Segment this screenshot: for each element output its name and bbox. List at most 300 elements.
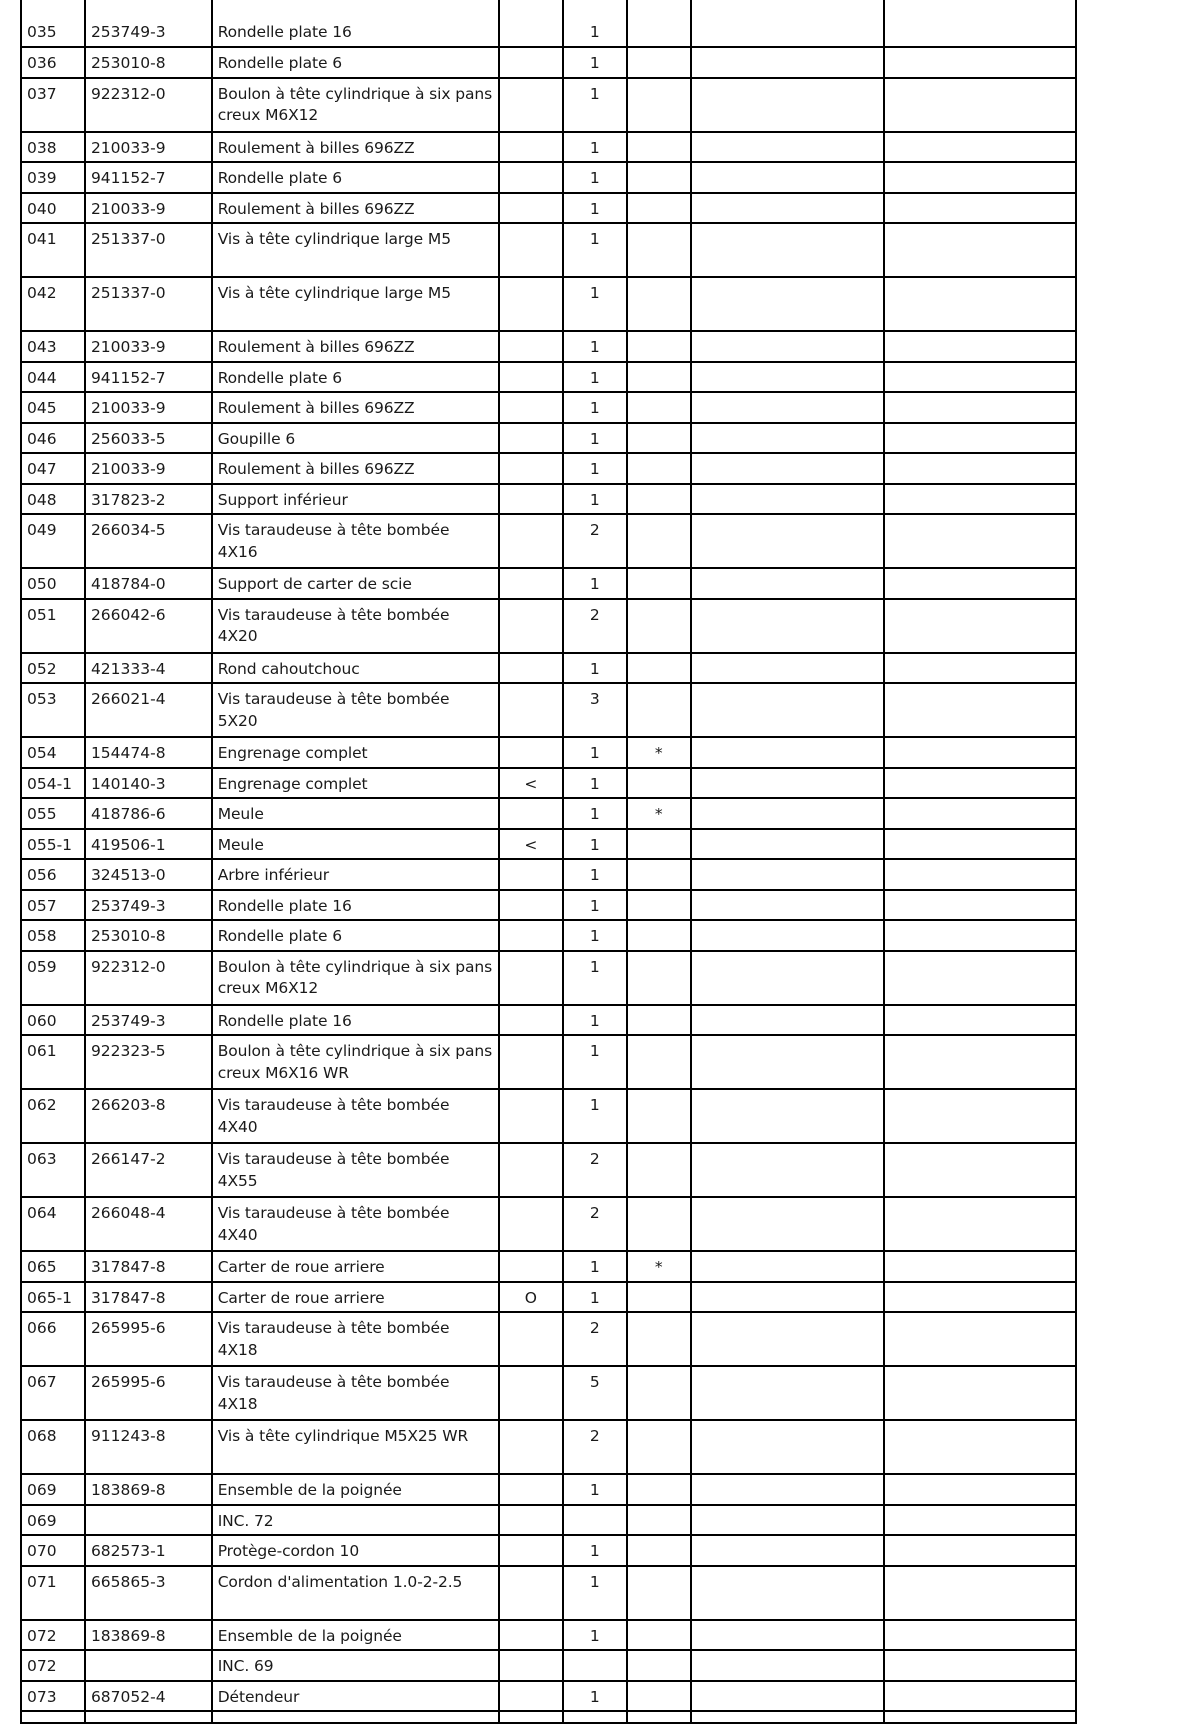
empty-cell	[884, 1566, 1076, 1620]
description-cell: Vis taraudeuse à tête bombée 4X18	[212, 1366, 500, 1420]
item-number-cell: 051	[21, 599, 85, 653]
empty-cell	[691, 453, 884, 484]
quantity-cell: 1	[563, 223, 627, 277]
part-number-cell: 317847-8	[85, 1251, 212, 1282]
empty-cell	[691, 162, 884, 193]
empty-cell	[884, 331, 1076, 362]
part-number-cell: 682573-1	[85, 1535, 212, 1566]
table-row	[21, 568, 1076, 599]
table-row	[21, 514, 1076, 568]
table-row	[21, 1197, 1076, 1251]
part-number-cell: 183869-8	[85, 1620, 212, 1651]
part-number-cell: 317823-2	[85, 484, 212, 515]
description-cell: Roulement à billes 696ZZ	[212, 132, 500, 163]
item-number-cell: 055-1	[21, 829, 85, 860]
part-number-cell: 266048-4	[85, 1197, 212, 1251]
table-row	[21, 1650, 1076, 1681]
quantity-cell: 1	[563, 951, 627, 1005]
parts-table-body	[21, 0, 1076, 1723]
empty-cell	[691, 1143, 884, 1197]
item-number-cell: 052	[21, 653, 85, 684]
item-number-cell: 042	[21, 277, 85, 331]
empty-cell	[691, 78, 884, 132]
change-mark-cell	[499, 1474, 563, 1505]
empty-cell	[691, 1366, 884, 1420]
empty-cell	[884, 423, 1076, 454]
description-cell: Vis taraudeuse à tête bombée 4X20	[212, 599, 500, 653]
table-row	[21, 362, 1076, 393]
table-row	[21, 0, 1076, 47]
change-mark-cell	[499, 683, 563, 737]
note-mark-cell	[627, 1035, 691, 1089]
item-number-cell: 041	[21, 223, 85, 277]
item-number-cell: 060	[21, 1005, 85, 1036]
quantity-cell: 1	[563, 1620, 627, 1651]
empty-cell	[691, 132, 884, 163]
empty-cell	[884, 768, 1076, 799]
item-number-cell: 069	[21, 1505, 85, 1536]
description-cell: Vis taraudeuse à tête bombée 4X40	[212, 1089, 500, 1143]
change-mark-cell	[499, 162, 563, 193]
change-mark-cell	[499, 453, 563, 484]
item-number-cell: 059	[21, 951, 85, 1005]
empty-cell	[884, 484, 1076, 515]
description-cell: INC. 69	[212, 1650, 500, 1681]
item-number-cell: 038	[21, 132, 85, 163]
description-cell: Boulon à tête cylindrique à six pans creux M6X12	[212, 951, 500, 1005]
empty-cell	[884, 1535, 1076, 1566]
quantity-cell: 3	[563, 683, 627, 737]
note-mark-cell	[627, 514, 691, 568]
quantity-cell: 1	[563, 47, 627, 78]
item-number-cell: 047	[21, 453, 85, 484]
empty-cell	[691, 1711, 884, 1723]
note-mark-cell	[627, 1535, 691, 1566]
empty-cell	[691, 331, 884, 362]
item-number-cell: 037	[21, 78, 85, 132]
part-number-cell	[85, 1505, 212, 1536]
note-mark-cell	[627, 223, 691, 277]
empty-cell	[884, 1282, 1076, 1313]
part-number-cell: 324513-0	[85, 859, 212, 890]
note-mark-cell	[627, 392, 691, 423]
table-row	[21, 223, 1076, 277]
empty-cell	[691, 1005, 884, 1036]
description-cell: Rondelle plate 16	[212, 1005, 500, 1036]
change-mark-cell	[499, 1143, 563, 1197]
note-mark-cell	[627, 331, 691, 362]
item-number-cell: 054	[21, 737, 85, 768]
description-cell: Vis taraudeuse à tête bombée 4X16	[212, 514, 500, 568]
table-row	[21, 193, 1076, 224]
empty-cell	[691, 392, 884, 423]
empty-cell	[691, 599, 884, 653]
note-mark-cell	[627, 1681, 691, 1712]
note-mark-cell	[627, 829, 691, 860]
empty-cell	[691, 514, 884, 568]
quantity-cell: 1	[563, 0, 627, 47]
note-mark-cell	[627, 423, 691, 454]
change-mark-cell	[499, 514, 563, 568]
table-row	[21, 768, 1076, 799]
part-number-cell: 265995-6	[85, 1312, 212, 1366]
part-number-cell: 140140-3	[85, 768, 212, 799]
table-row	[21, 1420, 1076, 1474]
part-number-cell: 253749-3	[85, 1005, 212, 1036]
description-cell: Cordon d'alimentation 1.0-2-2.5	[212, 1566, 500, 1620]
empty-cell	[691, 653, 884, 684]
description-cell: Support de carter de scie	[212, 568, 500, 599]
note-mark-cell	[627, 453, 691, 484]
part-number-cell: 210033-9	[85, 453, 212, 484]
part-number-cell: 911243-8	[85, 1420, 212, 1474]
note-mark-cell	[627, 1312, 691, 1366]
quantity-cell: 1	[563, 568, 627, 599]
description-cell: Détendeur	[212, 1681, 500, 1712]
quantity-cell: 1	[563, 1474, 627, 1505]
empty-cell	[884, 1505, 1076, 1536]
note-mark-cell	[627, 1420, 691, 1474]
note-mark-cell	[627, 362, 691, 393]
empty-cell	[884, 951, 1076, 1005]
change-mark-cell	[499, 859, 563, 890]
empty-cell	[691, 568, 884, 599]
change-mark-cell	[499, 423, 563, 454]
part-number-cell: 922312-0	[85, 78, 212, 132]
description-cell: Rond cahoutchouc	[212, 653, 500, 684]
empty-cell	[884, 683, 1076, 737]
change-mark-cell	[499, 1420, 563, 1474]
table-row	[21, 683, 1076, 737]
quantity-cell: 1	[563, 859, 627, 890]
empty-cell	[691, 1474, 884, 1505]
table-row	[21, 453, 1076, 484]
quantity-cell: 1	[563, 1251, 627, 1282]
quantity-cell: 2	[563, 599, 627, 653]
quantity-cell: 1	[563, 1566, 627, 1620]
quantity-cell: 1	[563, 193, 627, 224]
part-number-cell: 210033-9	[85, 392, 212, 423]
empty-cell	[884, 1681, 1076, 1712]
part-number-cell: 922312-0	[85, 951, 212, 1005]
change-mark-cell	[499, 1366, 563, 1420]
table-row	[21, 1566, 1076, 1620]
description-cell: Boulon à tête cylindrique à six pans creux M6X16 WR	[212, 1035, 500, 1089]
part-number-cell: 941152-7	[85, 362, 212, 393]
part-number-cell: 421333-4	[85, 653, 212, 684]
quantity-cell: 1	[563, 132, 627, 163]
quantity-cell: 1	[563, 453, 627, 484]
change-mark-cell	[499, 331, 563, 362]
note-mark-cell	[627, 599, 691, 653]
empty-cell	[691, 1620, 884, 1651]
description-cell: Boulon à tête cylindrique à six pans creux M6X12	[212, 78, 500, 132]
item-number-cell: 040	[21, 193, 85, 224]
part-number-cell: 266147-2	[85, 1143, 212, 1197]
empty-cell	[884, 514, 1076, 568]
description-cell: Engrenage complet	[212, 768, 500, 799]
empty-cell	[884, 1005, 1076, 1036]
table-row	[21, 331, 1076, 362]
note-mark-cell	[627, 1505, 691, 1536]
description-cell: Roulement à billes 696ZZ	[212, 193, 500, 224]
change-mark-cell: <	[499, 829, 563, 860]
description-cell: Vis taraudeuse à tête bombée 4X40	[212, 1197, 500, 1251]
empty-cell	[884, 1089, 1076, 1143]
note-mark-cell	[627, 859, 691, 890]
note-mark-cell	[627, 1566, 691, 1620]
quantity-cell: 2	[563, 1143, 627, 1197]
change-mark-cell	[499, 0, 563, 47]
part-number-cell: 253749-3	[85, 890, 212, 921]
empty-cell	[627, 1711, 691, 1723]
empty-cell	[884, 599, 1076, 653]
part-number-cell: 210033-9	[85, 331, 212, 362]
description-cell: Rondelle plate 16	[212, 890, 500, 921]
empty-cell	[691, 920, 884, 951]
item-number-cell: 067	[21, 1366, 85, 1420]
description-cell: Protège-cordon 10	[212, 1535, 500, 1566]
empty-cell	[884, 1366, 1076, 1420]
item-number-cell: 063	[21, 1143, 85, 1197]
item-number-cell: 069	[21, 1474, 85, 1505]
description-cell: Roulement à billes 696ZZ	[212, 331, 500, 362]
part-number-cell: 253010-8	[85, 47, 212, 78]
item-number-cell: 062	[21, 1089, 85, 1143]
item-number-cell: 045	[21, 392, 85, 423]
part-number-cell: 183869-8	[85, 1474, 212, 1505]
description-cell: Vis à tête cylindrique M5X25 WR	[212, 1420, 500, 1474]
item-number-cell: 065-1	[21, 1282, 85, 1313]
table-row	[21, 1366, 1076, 1420]
item-number-cell: 039	[21, 162, 85, 193]
empty-cell	[884, 1035, 1076, 1089]
change-mark-cell	[499, 1005, 563, 1036]
table-row	[21, 423, 1076, 454]
note-mark-cell	[627, 951, 691, 1005]
note-mark-cell: *	[627, 798, 691, 829]
quantity-cell: 1	[563, 362, 627, 393]
empty-cell	[691, 1035, 884, 1089]
table-row	[21, 1535, 1076, 1566]
part-number-cell: 665865-3	[85, 1566, 212, 1620]
part-number-cell: 210033-9	[85, 193, 212, 224]
empty-cell	[884, 78, 1076, 132]
description-cell: Rondelle plate 6	[212, 362, 500, 393]
description-cell: Roulement à billes 696ZZ	[212, 453, 500, 484]
description-cell: Roulement à billes 696ZZ	[212, 392, 500, 423]
empty-cell	[691, 1420, 884, 1474]
empty-cell	[884, 1143, 1076, 1197]
quantity-cell: 2	[563, 1420, 627, 1474]
change-mark-cell	[499, 193, 563, 224]
empty-cell	[691, 277, 884, 331]
table-row	[21, 1312, 1076, 1366]
item-number-cell: 035	[21, 0, 85, 47]
table-row	[21, 798, 1076, 829]
empty-cell	[884, 1420, 1076, 1474]
empty-cell	[499, 1711, 563, 1723]
note-mark-cell	[627, 0, 691, 47]
part-number-cell: 253010-8	[85, 920, 212, 951]
note-mark-cell	[627, 1366, 691, 1420]
part-number-cell: 266042-6	[85, 599, 212, 653]
empty-cell	[691, 1282, 884, 1313]
empty-cell	[884, 277, 1076, 331]
item-number-cell: 048	[21, 484, 85, 515]
table-row	[21, 920, 1076, 951]
item-number-cell: 053	[21, 683, 85, 737]
part-number-cell: 941152-7	[85, 162, 212, 193]
part-number-cell: 687052-4	[85, 1681, 212, 1712]
part-number-cell: 317847-8	[85, 1282, 212, 1313]
quantity-cell: 1	[563, 162, 627, 193]
quantity-cell: 1	[563, 920, 627, 951]
description-cell: Arbre inférieur	[212, 859, 500, 890]
parts-table	[20, 0, 1077, 1724]
empty-cell	[691, 737, 884, 768]
empty-cell	[691, 1312, 884, 1366]
empty-cell	[691, 423, 884, 454]
description-cell: Vis taraudeuse à tête bombée 4X55	[212, 1143, 500, 1197]
description-cell: Carter de roue arriere	[212, 1251, 500, 1282]
description-cell: Engrenage complet	[212, 737, 500, 768]
description-cell: Rondelle plate 6	[212, 162, 500, 193]
item-number-cell: 044	[21, 362, 85, 393]
note-mark-cell	[627, 568, 691, 599]
table-row	[21, 277, 1076, 331]
empty-cell	[691, 1505, 884, 1536]
quantity-cell: 1	[563, 1089, 627, 1143]
change-mark-cell	[499, 890, 563, 921]
part-number-cell: 266034-5	[85, 514, 212, 568]
description-cell: Ensemble de la poignée	[212, 1620, 500, 1651]
quantity-cell: 1	[563, 1005, 627, 1036]
table-row	[21, 78, 1076, 132]
item-number-cell: 055	[21, 798, 85, 829]
quantity-cell: 1	[563, 484, 627, 515]
table-row	[21, 951, 1076, 1005]
note-mark-cell	[627, 277, 691, 331]
note-mark-cell	[627, 1143, 691, 1197]
change-mark-cell	[499, 78, 563, 132]
quantity-cell: 1	[563, 798, 627, 829]
empty-cell	[884, 920, 1076, 951]
part-number-cell: 266203-8	[85, 1089, 212, 1143]
change-mark-cell	[499, 223, 563, 277]
item-number-cell: 064	[21, 1197, 85, 1251]
note-mark-cell	[627, 653, 691, 684]
table-row	[21, 1505, 1076, 1536]
empty-cell	[884, 1312, 1076, 1366]
part-number-cell: 256033-5	[85, 423, 212, 454]
item-number-cell: 065	[21, 1251, 85, 1282]
table-row	[21, 1251, 1076, 1282]
item-number-cell: 054-1	[21, 768, 85, 799]
change-mark-cell	[499, 798, 563, 829]
change-mark-cell	[499, 1251, 563, 1282]
empty-cell	[691, 1251, 884, 1282]
quantity-cell	[563, 1650, 627, 1681]
quantity-cell: 1	[563, 277, 627, 331]
change-mark-cell	[499, 1505, 563, 1536]
empty-cell	[884, 859, 1076, 890]
item-number-cell: 043	[21, 331, 85, 362]
change-mark-cell	[499, 599, 563, 653]
note-mark-cell: *	[627, 1251, 691, 1282]
change-mark-cell	[499, 1035, 563, 1089]
change-mark-cell	[499, 392, 563, 423]
empty-cell	[884, 223, 1076, 277]
table-row	[21, 1005, 1076, 1036]
empty-cell	[691, 859, 884, 890]
note-mark-cell	[627, 132, 691, 163]
change-mark-cell	[499, 920, 563, 951]
note-mark-cell	[627, 890, 691, 921]
change-mark-cell	[499, 132, 563, 163]
change-mark-cell	[499, 1620, 563, 1651]
empty-cell	[691, 1535, 884, 1566]
empty-cell	[884, 568, 1076, 599]
empty-cell	[691, 484, 884, 515]
description-cell: Vis taraudeuse à tête bombée 4X18	[212, 1312, 500, 1366]
part-number-cell: 251337-0	[85, 223, 212, 277]
change-mark-cell	[499, 362, 563, 393]
quantity-cell: 1	[563, 829, 627, 860]
empty-cell	[212, 1711, 500, 1723]
empty-cell	[884, 162, 1076, 193]
description-cell: Ensemble de la poignée	[212, 1474, 500, 1505]
change-mark-cell	[499, 951, 563, 1005]
empty-cell	[691, 1681, 884, 1712]
table-row	[21, 1681, 1076, 1712]
note-mark-cell	[627, 768, 691, 799]
part-number-cell: 266021-4	[85, 683, 212, 737]
empty-cell	[691, 890, 884, 921]
note-mark-cell	[627, 78, 691, 132]
empty-cell	[691, 223, 884, 277]
table-row	[21, 1035, 1076, 1089]
table-row-continuation	[21, 1711, 1076, 1723]
part-number-cell: 253749-3	[85, 0, 212, 47]
empty-cell	[691, 0, 884, 47]
empty-cell	[884, 1711, 1076, 1723]
part-number-cell: 251337-0	[85, 277, 212, 331]
quantity-cell: 1	[563, 768, 627, 799]
part-number-cell: 419506-1	[85, 829, 212, 860]
empty-cell	[884, 1251, 1076, 1282]
change-mark-cell	[499, 653, 563, 684]
quantity-cell: 1	[563, 78, 627, 132]
item-number-cell: 050	[21, 568, 85, 599]
quantity-cell: 5	[563, 1366, 627, 1420]
change-mark-cell	[499, 1566, 563, 1620]
description-cell: Meule	[212, 798, 500, 829]
note-mark-cell	[627, 1005, 691, 1036]
quantity-cell: 1	[563, 737, 627, 768]
quantity-cell: 2	[563, 1312, 627, 1366]
note-mark-cell	[627, 1620, 691, 1651]
item-number-cell: 070	[21, 1535, 85, 1566]
table-row	[21, 737, 1076, 768]
change-mark-cell	[499, 1089, 563, 1143]
empty-cell	[884, 0, 1076, 47]
empty-cell	[691, 951, 884, 1005]
table-row	[21, 484, 1076, 515]
note-mark-cell	[627, 1197, 691, 1251]
item-number-cell: 046	[21, 423, 85, 454]
description-cell: Vis taraudeuse à tête bombée 5X20	[212, 683, 500, 737]
